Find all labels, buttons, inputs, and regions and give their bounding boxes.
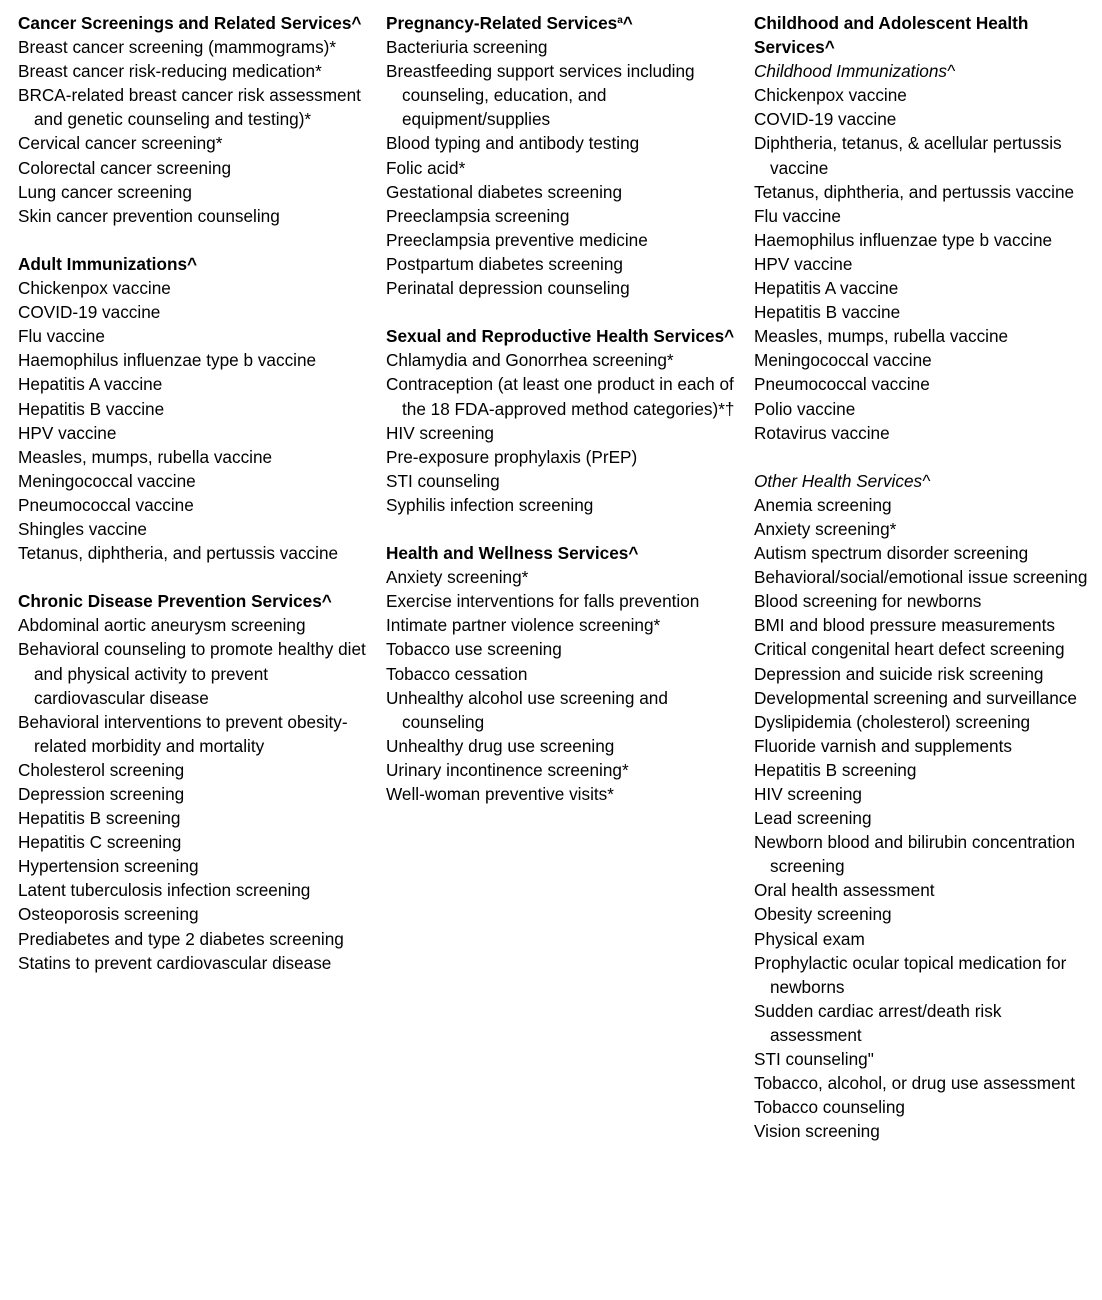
- list-item: Haemophilus influenzae type b vaccine: [18, 350, 317, 371]
- list-item: Haemophilus influenzae type b vaccine: [754, 229, 1053, 250]
- list-item: Exercise interventions for falls prevention: [386, 591, 700, 612]
- list-item: Prophylactic ocular topical medication for newborns: [754, 952, 1067, 997]
- subsection-heading: Childhood Immunizations^: [754, 61, 956, 82]
- section-adult-immunizations: [18, 252, 374, 565]
- section-sexual-and-reproductive-health-services: [386, 324, 742, 517]
- list-item: Meningococcal vaccine: [18, 470, 196, 491]
- list-item: Anxiety screening*: [386, 567, 529, 588]
- list-item: Tetanus, diphtheria, and pertussis vaccine: [754, 181, 1075, 202]
- section-chronic-disease-prevention-services: [18, 589, 374, 975]
- list-item: Chickenpox vaccine: [18, 278, 171, 299]
- list-item: Newborn blood and bilirubin concentration screening: [754, 832, 1076, 877]
- list-item: Flu vaccine: [18, 326, 105, 347]
- list-item: Measles, mumps, rubella vaccine: [18, 446, 273, 467]
- list-item: Blood typing and antibody testing: [386, 133, 640, 154]
- list-item: Developmental screening and surveillance: [754, 687, 1077, 708]
- list-item: Polio vaccine: [754, 398, 856, 419]
- list-item: Pre-exposure prophylaxis (PrEP): [386, 446, 638, 467]
- list-item: Hepatitis A vaccine: [18, 374, 163, 395]
- list-item: STI counseling": [754, 1049, 874, 1070]
- list-item: Vision screening: [754, 1121, 880, 1142]
- list-item: Tobacco counseling: [754, 1097, 905, 1118]
- list-item: Intimate partner violence screening*: [386, 615, 661, 636]
- column-3: [754, 11, 1094, 1143]
- list-item: Dyslipidemia (cholesterol) screening: [754, 711, 1031, 732]
- list-item: Behavioral counseling to promote healthy diet and physical activity to prevent cardiovascular disease: [18, 639, 366, 708]
- list-item: Preeclampsia preventive medicine: [386, 229, 648, 250]
- section-heading: Childhood and Adolescent Health Services^: [754, 13, 1029, 58]
- list-item: Unhealthy alcohol use screening and counseling: [386, 687, 668, 732]
- list-item: Autism spectrum disorder screening: [754, 543, 1029, 564]
- list-item: Hepatitis C screening: [18, 832, 182, 853]
- list-item: Blood screening for newborns: [754, 591, 982, 612]
- list-item: Chlamydia and Gonorrhea screening*: [386, 350, 674, 371]
- list-item: Breast cancer risk-reducing medication*: [18, 61, 322, 82]
- list-item: Urinary incontinence screening*: [386, 759, 629, 780]
- list-item: Behavioral/social/emotional issue screening: [754, 567, 1088, 588]
- list-item: Unhealthy drug use screening: [386, 735, 615, 756]
- list-item: HPV vaccine: [18, 422, 117, 443]
- list-item: Physical exam: [754, 928, 865, 949]
- list-item: Syphilis infection screening: [386, 494, 594, 515]
- list-item: Tetanus, diphtheria, and pertussis vaccine: [18, 543, 339, 564]
- section-heading: Adult Immunizations^: [18, 253, 198, 274]
- list-item: Shingles vaccine: [18, 518, 147, 539]
- footnote-marker: a: [617, 15, 623, 26]
- list-item: Anxiety screening*: [754, 518, 897, 539]
- section-cancer-screenings-and-related-services: [18, 11, 374, 228]
- section-pregnancy-related-services: [386, 11, 742, 300]
- list-item: Preeclampsia screening: [386, 205, 570, 226]
- list-item: Chickenpox vaccine: [754, 85, 907, 106]
- list-item: HIV screening: [386, 422, 494, 443]
- list-item: Anemia screening: [754, 494, 892, 515]
- list-item: Abdominal aortic aneurysm screening: [18, 615, 306, 636]
- section-other-health-services: [754, 469, 1094, 1144]
- list-item: Rotavirus vaccine: [754, 422, 890, 443]
- list-item: Latent tuberculosis infection screening: [18, 880, 311, 901]
- list-item: Pneumococcal vaccine: [754, 374, 930, 395]
- list-item: Hepatitis A vaccine: [754, 278, 899, 299]
- list-item: Flu vaccine: [754, 205, 841, 226]
- list-item: Postpartum diabetes screening: [386, 253, 623, 274]
- list-item: Tobacco use screening: [386, 639, 562, 660]
- list-item: HIV screening: [754, 784, 862, 804]
- list-item: Hepatitis B vaccine: [754, 302, 901, 323]
- list-item: Diphtheria, tetanus, & acellular pertussis vaccine: [754, 133, 1062, 178]
- list-item: Tobacco cessation: [386, 663, 528, 684]
- list-item: Hypertension screening: [18, 856, 199, 877]
- list-item: Perinatal depression counseling: [386, 278, 630, 299]
- list-item: BRCA-related breast cancer risk assessment and genetic counseling and testing)*: [18, 85, 361, 130]
- list-item: Depression screening: [18, 784, 185, 804]
- section-heading: Health and Wellness Services^: [386, 543, 639, 564]
- list-item: Behavioral interventions to prevent obesity-related morbidity and mortality: [18, 711, 348, 756]
- list-item: Lung cancer screening: [18, 181, 192, 202]
- section-childhood-and-adolescent-health-services: [754, 11, 1094, 445]
- section-heading: Other Health Services^: [754, 470, 931, 491]
- list-item: COVID-19 vaccine: [18, 302, 161, 323]
- list-item: Hepatitis B vaccine: [18, 398, 165, 419]
- heading-suffix: ^: [622, 13, 633, 33]
- list-item: Colorectal cancer screening: [18, 157, 232, 178]
- list-item: Obesity screening: [754, 904, 892, 925]
- section-heading: Cancer Screenings and Related Services^: [18, 13, 362, 33]
- list-item: Gestational diabetes screening: [386, 181, 623, 202]
- section-heading: Chronic Disease Prevention Services^: [18, 591, 332, 612]
- list-item: Cervical cancer screening*: [18, 133, 223, 154]
- list-item: HPV vaccine: [754, 253, 853, 274]
- list-item: Depression and suicide risk screening: [754, 663, 1044, 684]
- list-item: Pneumococcal vaccine: [18, 494, 194, 515]
- list-item: Hepatitis B screening: [754, 759, 917, 780]
- list-item: Tobacco, alcohol, or drug use assessment: [754, 1073, 1076, 1094]
- list-item: Cholesterol screening: [18, 759, 185, 780]
- list-item: Meningococcal vaccine: [754, 350, 932, 371]
- list-item: Folic acid*: [386, 157, 466, 178]
- column-2: [386, 11, 742, 806]
- section-heading: Sexual and Reproductive Health Services^: [386, 326, 735, 347]
- list-item: Bacteriuria screening: [386, 37, 548, 58]
- list-item: Sudden cardiac arrest/death risk assessment: [754, 1000, 1002, 1045]
- list-item: Breastfeeding support services including counseling, education, and equipment/supplies: [386, 61, 695, 130]
- list-item: BMI and blood pressure measurements: [754, 615, 1055, 636]
- list-item: Prediabetes and type 2 diabetes screening: [18, 928, 344, 949]
- list-item: COVID-19 vaccine: [754, 109, 897, 130]
- list-item: Measles, mumps, rubella vaccine: [754, 326, 1009, 347]
- list-item: Osteoporosis screening: [18, 904, 199, 925]
- list-item: Contraception (at least one product in each of the 18 FDA-approved method categories)*†: [386, 374, 735, 419]
- list-item: Well-woman preventive visits*: [386, 784, 614, 804]
- list-item: Skin cancer prevention counseling: [18, 205, 280, 226]
- list-item: Statins to prevent cardiovascular disease: [18, 952, 332, 973]
- list-item: Fluoride varnish and supplements: [754, 735, 1012, 756]
- list-item: Hepatitis B screening: [18, 808, 181, 829]
- list-item: Oral health assessment: [754, 880, 935, 901]
- list-item: Lead screening: [754, 808, 872, 829]
- list-item: Critical congenital heart defect screening: [754, 639, 1065, 660]
- list-item: STI counseling: [386, 470, 500, 491]
- column-1: [18, 11, 374, 975]
- list-item: Breast cancer screening (mammograms)*: [18, 37, 337, 58]
- section-heading: Pregnancy-Related Services$^a$^: [386, 13, 633, 33]
- section-health-and-wellness-services: [386, 541, 742, 806]
